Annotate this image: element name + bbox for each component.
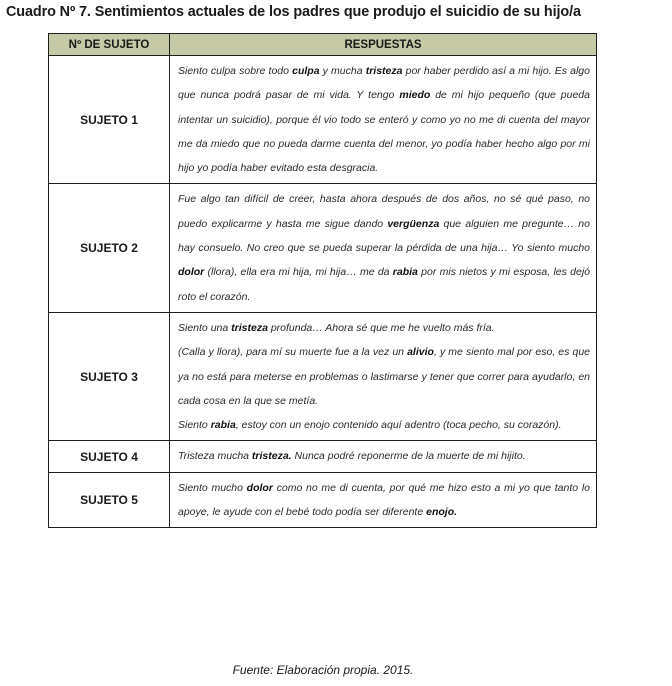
table-row [49,441,597,472]
response-text: Siento culpa sobre todo [178,65,293,77]
subject-label: SUJETO 1 [49,56,170,184]
response-text: , y me siento mal por eso, es que ya no está para meterse en problemas o lastimarse y tener que correr para ayudarlo, en cada cosa en la que se metía. [178,346,590,407]
table-caption: Cuadro Nº 7. Sentimientos actuales de los padres que produjo el suicidio de su hijo/a [6,4,581,20]
table-row [49,472,597,528]
response-paragraph [178,340,590,413]
response-text: profunda… Ahora sé que me he vuelto más fría. [267,321,495,334]
subject-label: SUJETO 2 [49,184,170,312]
header-subject-number: Nº DE SUJETO [49,34,170,56]
response-text: que alguien me pregunte… no hay consuelo. No creo que se pueda superar la pérdida de una hija… Yo siento mucho [178,217,590,255]
responses-table [48,33,597,528]
emphasized-emotion: tristeza [365,65,403,77]
response-cell [170,184,597,312]
response-paragraph [178,59,590,180]
response-cell [170,472,597,528]
response-text: Siento mucho [178,481,247,494]
source-note: Fuente: Elaboración propia. 2015. [232,663,414,677]
response-cell [170,441,597,472]
emphasized-emotion: culpa [292,65,320,77]
table-row [49,312,597,440]
response-cell [170,56,597,184]
response-text: Tristeza mucha [178,450,252,463]
emphasized-emotion: vergüenza [387,217,440,230]
subject-label: SUJETO 5 [49,472,170,528]
emphasized-emotion: enojo. [426,506,458,519]
response-text: Siento una [178,321,232,334]
response-text: (Calla y llora), para mí su muerte fue a la vez un [178,346,408,359]
response-text: por mis nietos y mi esposa, les dejó roto el corazón. [178,266,590,303]
emphasized-emotion: miedo [399,89,431,102]
emphasized-emotion: dolor [246,481,273,494]
response-text: (llora), ella era mi hija, mi hija… me da [204,266,393,279]
response-text: Fue algo tan difícil de creer, hasta ahora después de dos años, no sé qué paso, no puedo explicarme y hasta me sigue dando [178,193,590,230]
response-paragraph [178,444,590,468]
table-row [49,56,597,184]
response-paragraph [178,316,590,340]
response-text: Siento [178,419,211,432]
header-responses: RESPUESTAS [170,34,597,56]
emphasized-emotion: tristeza. [251,450,292,463]
response-paragraph [178,187,590,308]
emphasized-emotion: dolor [178,266,205,279]
response-paragraph [178,476,590,525]
header-row [49,34,597,56]
response-text: como no me di cuenta, por qué me hizo esto a mi yo que tanto lo apoye, le ayude con el bebé todo podía ser diferente [178,481,590,519]
response-text: por haber perdido así a mi hijo. Es algo que nunca podrá pasar de mi vida. Y tengo [178,65,590,102]
response-text: y mucha [319,65,366,77]
emphasized-emotion: rabia [210,419,236,432]
subject-label: SUJETO 4 [49,441,170,472]
emphasized-emotion: tristeza [231,321,268,334]
response-text: de mi hijo pequeño (que pueda intentar un suicidio), porque él vio todo se enteró y como yo no me di cuenta del mayor me da miedo que no pueda darme cuenta del menor, yo podía haber hecho algo por mi hijo yo podía haber evitado esta desgracia. [178,89,590,175]
emphasized-emotion: alivio [407,346,434,359]
response-text: Nunca podré reponerme de la muerte de mi hijito. [291,450,526,463]
response-paragraph [178,413,590,437]
table-row [49,184,597,312]
emphasized-emotion: rabia [392,266,418,279]
response-cell [170,312,597,440]
response-text: , estoy con un enojo contenido aquí adentro (toca pecho, su corazón). [235,419,562,432]
subject-label: SUJETO 3 [49,312,170,440]
